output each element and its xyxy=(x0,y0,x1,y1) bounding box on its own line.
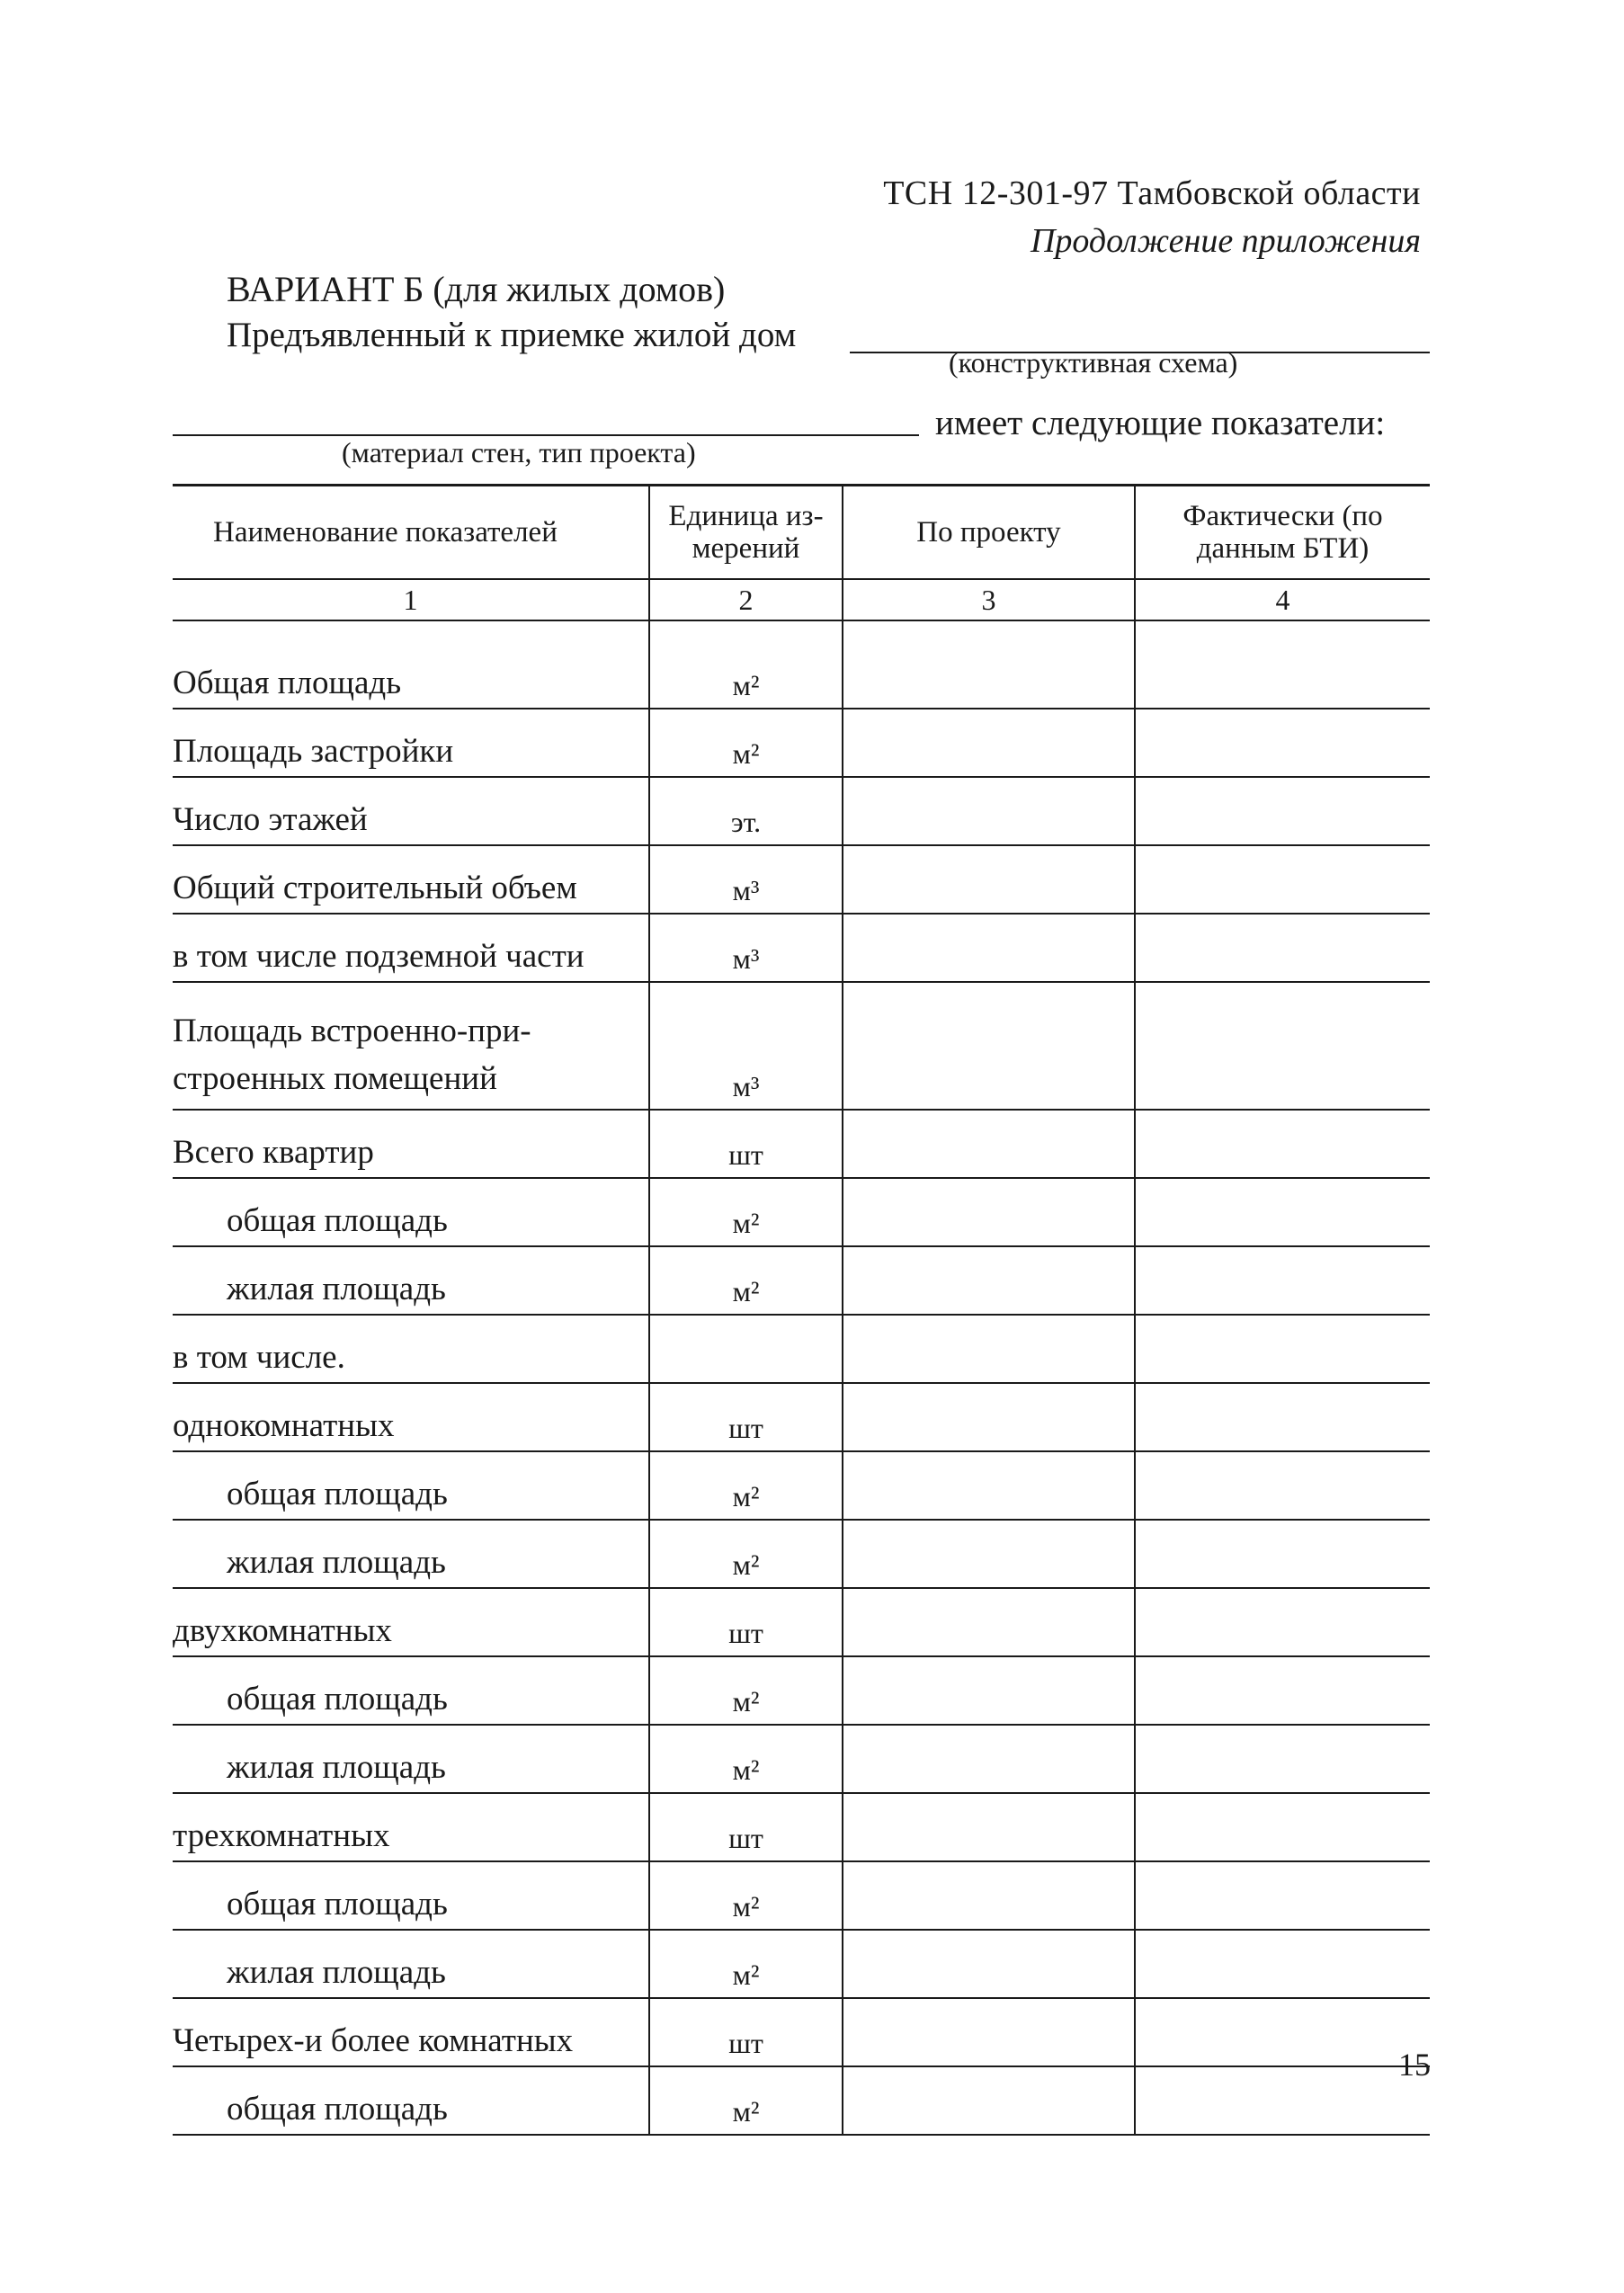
page-number: 15 xyxy=(1398,2047,1431,2083)
indicator-name: общая площадь xyxy=(173,2066,649,2135)
indicator-unit: шт xyxy=(649,1998,843,2066)
header-by-project: По проекту xyxy=(843,486,1135,580)
column-number: 2 xyxy=(649,579,843,620)
indicator-unit: м² xyxy=(649,1520,843,1588)
table-spacer-row xyxy=(173,620,1430,641)
by-project-cell[interactable] xyxy=(843,641,1135,709)
construction-scheme-caption: (конструктивная схема) xyxy=(949,346,1238,379)
table-row xyxy=(173,1246,1430,1315)
actual-cell[interactable] xyxy=(1135,1520,1430,1588)
indicator-name: жилая площадь xyxy=(173,1520,649,1588)
document-standard-code: ТСН 12-301-97 Тамбовской области xyxy=(883,174,1421,212)
table-row xyxy=(173,1793,1430,1861)
indicator-unit: м³ xyxy=(649,982,843,1110)
by-project-cell[interactable] xyxy=(843,1315,1135,1383)
indicator-unit: шт xyxy=(649,1588,843,1656)
by-project-cell[interactable] xyxy=(843,1246,1135,1315)
spacer-cell xyxy=(1135,620,1430,641)
column-number: 4 xyxy=(1135,579,1430,620)
actual-cell[interactable] xyxy=(1135,1451,1430,1520)
table-header-row xyxy=(173,486,1430,580)
header-actual: Фактически (по данным БТИ) xyxy=(1135,486,1430,580)
indicator-name: Четырех-и более комнатных xyxy=(173,1998,649,2066)
actual-cell[interactable] xyxy=(1135,1725,1430,1793)
by-project-cell[interactable] xyxy=(843,1725,1135,1793)
table-row xyxy=(173,1725,1430,1793)
column-number: 3 xyxy=(843,579,1135,620)
indicator-name: трехкомнатных xyxy=(173,1793,649,1861)
indicator-name: общая площадь xyxy=(173,1861,649,1930)
spacer-cell xyxy=(173,620,649,641)
actual-cell[interactable] xyxy=(1135,1246,1430,1315)
indicator-unit: м² xyxy=(649,1725,843,1793)
indicator-name: общая площадь xyxy=(173,1451,649,1520)
indicator-unit: м³ xyxy=(649,845,843,914)
indicator-unit: м³ xyxy=(649,914,843,982)
actual-cell[interactable] xyxy=(1135,1383,1430,1451)
by-project-cell[interactable] xyxy=(843,845,1135,914)
actual-cell[interactable] xyxy=(1135,1793,1430,1861)
indicator-name: общая площадь xyxy=(173,1656,649,1725)
actual-cell[interactable] xyxy=(1135,1110,1430,1178)
presented-house-label: Предъявленный к приемке жилой дом xyxy=(227,316,797,354)
indicator-unit: м² xyxy=(649,1246,843,1315)
actual-cell[interactable] xyxy=(1135,1315,1430,1383)
table-row xyxy=(173,1315,1430,1383)
spacer-cell xyxy=(843,620,1135,641)
actual-cell[interactable] xyxy=(1135,845,1430,914)
by-project-cell[interactable] xyxy=(843,1110,1135,1178)
table-row xyxy=(173,1930,1430,1998)
table-row xyxy=(173,1451,1430,1520)
by-project-cell[interactable] xyxy=(843,1998,1135,2066)
has-indicators-label: имеет следующие показатели: xyxy=(935,404,1386,442)
by-project-cell[interactable] xyxy=(843,2066,1135,2135)
by-project-cell[interactable] xyxy=(843,709,1135,777)
indicator-name: Площадь застройки xyxy=(173,709,649,777)
actual-cell[interactable] xyxy=(1135,1588,1430,1656)
table-row xyxy=(173,1656,1430,1725)
by-project-cell[interactable] xyxy=(843,1793,1135,1861)
indicator-unit: м² xyxy=(649,1178,843,1246)
actual-cell[interactable] xyxy=(1135,2066,1430,2135)
table-row xyxy=(173,1588,1430,1656)
by-project-cell[interactable] xyxy=(843,1520,1135,1588)
actual-cell[interactable] xyxy=(1135,1178,1430,1246)
header-indicator-name: Наименование показателей xyxy=(173,486,649,580)
indicator-unit: м² xyxy=(649,1861,843,1930)
indicator-name: Число этажей xyxy=(173,777,649,845)
indicator-name: Всего квартир xyxy=(173,1110,649,1178)
table-row xyxy=(173,1520,1430,1588)
variant-title: ВАРИАНТ Б (для жилых домов) xyxy=(227,269,726,309)
actual-cell[interactable] xyxy=(1135,1861,1430,1930)
by-project-cell[interactable] xyxy=(843,914,1135,982)
by-project-cell[interactable] xyxy=(843,1451,1135,1520)
wall-material-caption: (материал стен, тип проекта) xyxy=(342,436,696,468)
by-project-cell[interactable] xyxy=(843,777,1135,845)
table-row xyxy=(173,2066,1430,2135)
indicator-unit: м² xyxy=(649,1451,843,1520)
indicator-name: двухкомнатных xyxy=(173,1588,649,1656)
indicator-unit: шт xyxy=(649,1110,843,1178)
indicator-unit: м² xyxy=(649,1656,843,1725)
column-number: 1 xyxy=(173,579,649,620)
actual-cell[interactable] xyxy=(1135,1930,1430,1998)
by-project-cell[interactable] xyxy=(843,1588,1135,1656)
table-row xyxy=(173,777,1430,845)
actual-cell[interactable] xyxy=(1135,1998,1430,2066)
indicator-name: Общая площадь xyxy=(173,641,649,709)
indicator-name: Общий строительный объем xyxy=(173,845,649,914)
indicator-name: жилая площадь xyxy=(173,1246,649,1315)
table-row xyxy=(173,1998,1430,2066)
spacer-cell xyxy=(649,620,843,641)
by-project-cell[interactable] xyxy=(843,1383,1135,1451)
indicators-table xyxy=(173,484,1430,2136)
by-project-cell[interactable] xyxy=(843,1861,1135,1930)
table-row xyxy=(173,1110,1430,1178)
actual-cell[interactable] xyxy=(1135,709,1430,777)
indicator-name: в том числе подземной части xyxy=(173,914,649,982)
indicator-name: в том числе. xyxy=(173,1315,649,1383)
actual-cell[interactable] xyxy=(1135,777,1430,845)
indicator-unit: м² xyxy=(649,1930,843,1998)
indicator-unit: шт xyxy=(649,1793,843,1861)
indicator-name: жилая площадь xyxy=(173,1930,649,1998)
indicator-name: общая площадь xyxy=(173,1178,649,1246)
table-row xyxy=(173,845,1430,914)
by-project-cell[interactable] xyxy=(843,1930,1135,1998)
indicator-unit: м² xyxy=(649,709,843,777)
table-row xyxy=(173,709,1430,777)
table-row xyxy=(173,1383,1430,1451)
by-project-cell[interactable] xyxy=(843,1178,1135,1246)
actual-cell[interactable] xyxy=(1135,982,1430,1110)
indicator-unit: шт xyxy=(649,1383,843,1451)
by-project-cell[interactable] xyxy=(843,1656,1135,1725)
indicator-name: Площадь встроенно-при- строенных помещений xyxy=(173,982,649,1110)
indicator-unit: м² xyxy=(649,641,843,709)
indicator-unit: эт. xyxy=(649,777,843,845)
indicator-unit: м² xyxy=(649,2066,843,2135)
actual-cell[interactable] xyxy=(1135,1656,1430,1725)
table-row xyxy=(173,982,1430,1110)
table-row xyxy=(173,1178,1430,1246)
actual-cell[interactable] xyxy=(1135,914,1430,982)
by-project-cell[interactable] xyxy=(843,982,1135,1110)
indicator-unit xyxy=(649,1315,843,1383)
table-column-numbers-row xyxy=(173,579,1430,620)
actual-cell[interactable] xyxy=(1135,641,1430,709)
indicator-name: жилая площадь xyxy=(173,1725,649,1793)
appendix-continuation-label: Продолжение приложения xyxy=(1030,222,1421,260)
header-unit: Единица из- мерений xyxy=(649,486,843,580)
indicator-name: однокомнатных xyxy=(173,1383,649,1451)
table-row xyxy=(173,1861,1430,1930)
table-row xyxy=(173,914,1430,982)
table-row xyxy=(173,641,1430,709)
